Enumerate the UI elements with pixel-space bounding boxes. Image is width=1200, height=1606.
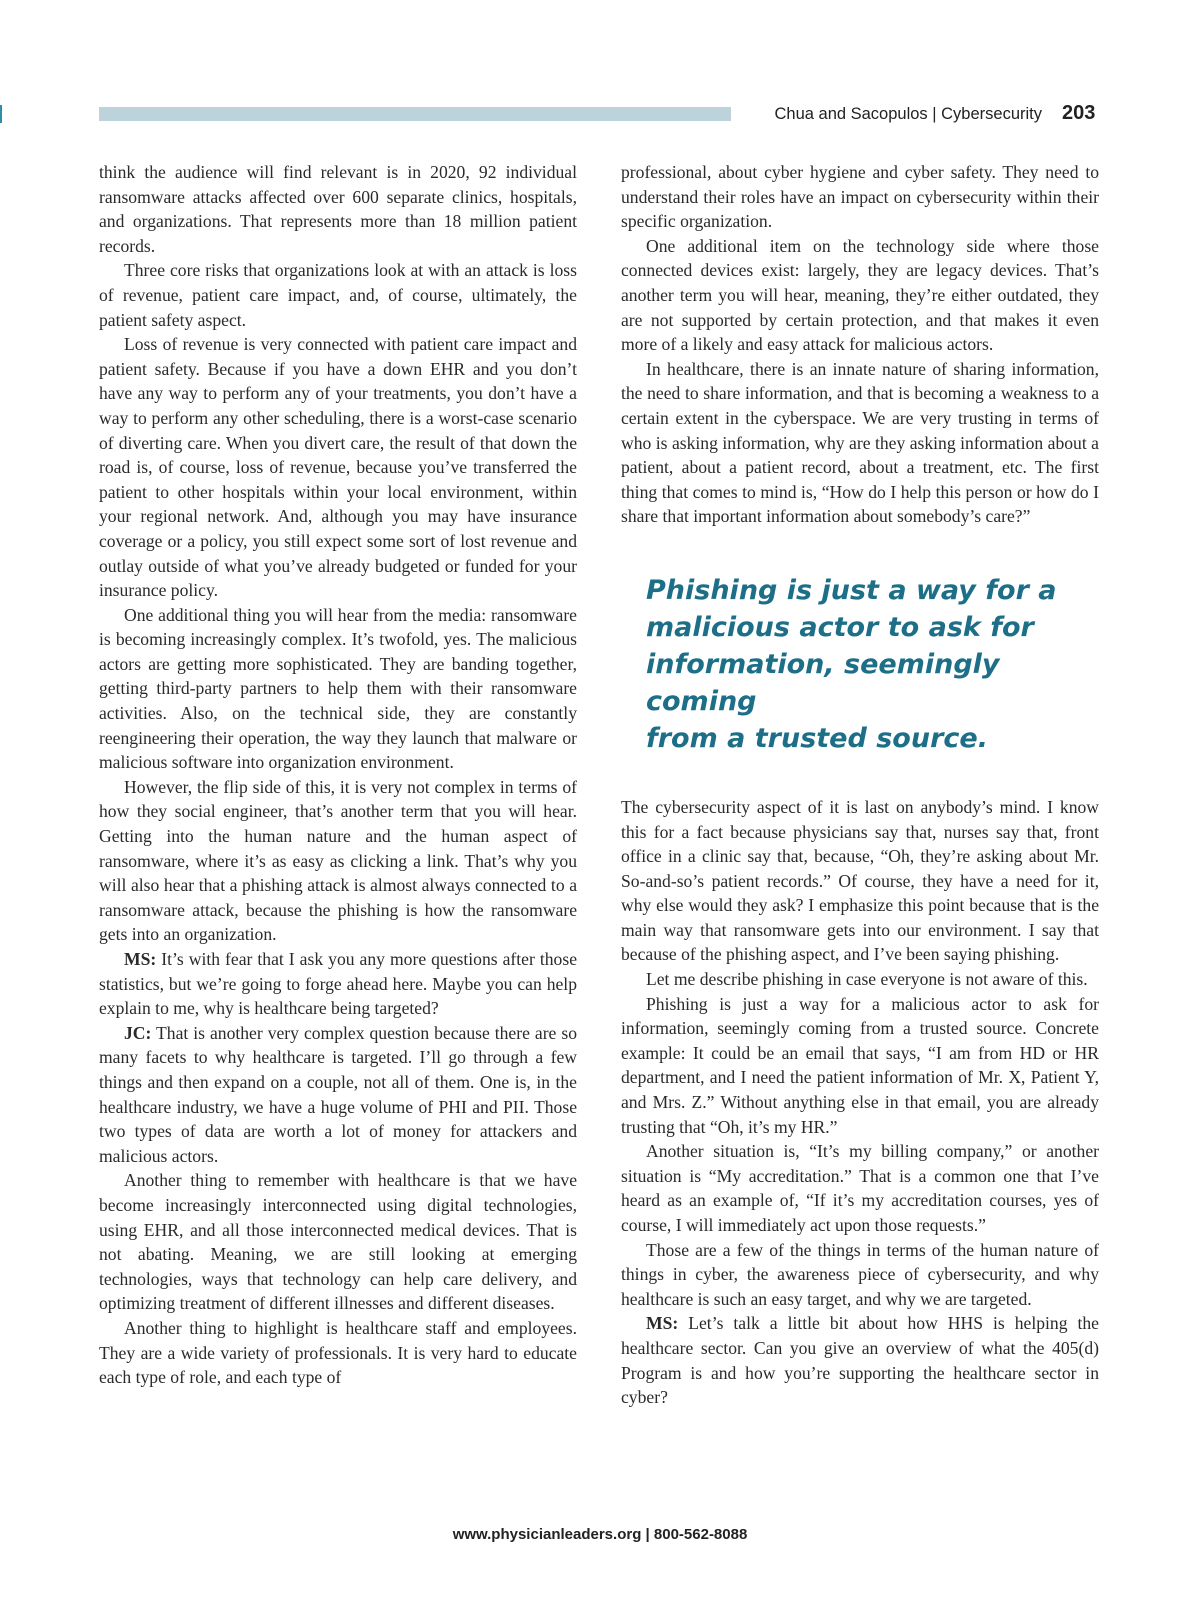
paragraph: Those are a few of the things in terms of the human nature of things in cyber, the awareness piece of cybersecurity, and why healthcare is such an easy target, and why we are targeted. bbox=[621, 1239, 1099, 1309]
paragraph-text: Let’s talk a little bit about how HHS is helping the healthcare sector. Can you give an overview of what the 405(d) Program is and how you’re supporting the healthcare sector in cyber? bbox=[621, 1313, 1099, 1408]
left-column bbox=[99, 160, 577, 1390]
pull-quote-line: information, seemingly coming bbox=[646, 648, 1000, 717]
paragraph: professional, about cyber hygiene and cyber safety. They need to understand their roles have an impact on cybersecurity within their specific organization. bbox=[621, 162, 1099, 232]
header-bar bbox=[99, 107, 731, 121]
paragraph bbox=[99, 1021, 577, 1169]
speaker-label: MS: bbox=[646, 1313, 679, 1334]
paragraph bbox=[99, 947, 577, 1021]
paragraph: Let me describe phishing in case everyone is not aware of this. bbox=[646, 969, 1088, 990]
paragraph: Three core risks that organizations look at with an attack is loss of revenue, patient care impact, and, of course, ultimately, the patient safety aspect. bbox=[99, 260, 577, 330]
paragraph-text: It’s with fear that I ask you any more questions after those statistics, but we’re going to forge ahead here. Maybe you can help explain to me, why is healthcare being targeted? bbox=[99, 949, 577, 1019]
paragraph: Another thing to highlight is healthcare staff and employees. They are a wide variety of professionals. It is very hard to educate each type of role, and each type of bbox=[99, 1317, 577, 1388]
footer: www.physicianleaders.org | 800-562-8088 bbox=[452, 1526, 748, 1543]
edge-mark bbox=[0, 105, 2, 123]
paragraph: The cybersecurity aspect of it is last on anybody’s mind. I know this for a fact because physicians say that, nurses say that, front office in a clinic say that, because, “Oh, they’re asking about Mr. So-and-so’s patient records.” Of course, they have a need for it, why else would they ask? I emphasize this point because that is the main way that ransomware gets into our environment. I say that because of the phishing aspect, and I’ve been saying phishing. bbox=[621, 796, 1099, 965]
paragraph: think the audience will find relevant is in 2020, 92 individual ransomware attacks affected over 600 separate clinics, hospitals, and organizations. That represents more than 18 million patient records. bbox=[99, 162, 577, 256]
page-number: 203 bbox=[1062, 102, 1096, 124]
paragraph: Another thing to remember with healthcare is that we have become increasingly interconnected using digital technologies, using EHR, and all those interconnected medical devices. That is not abating. Meaning, we are still looking at emerging technologies, ways that technology can help care delivery, and optimizing treatment of different illnesses and different diseases. bbox=[99, 1170, 577, 1314]
paragraph bbox=[621, 1311, 1099, 1409]
speaker-label: JC: bbox=[124, 1022, 152, 1043]
paragraph-text: That is another very complex question because there are so many facets to why healthcare is targeted. I’ll go through a few things and then expand on a couple, not all of them. One is, in the healthcare industry, we have a huge volume of PHI and PII. Those two types of data are worth a lot of money for attackers and malicious actors. bbox=[99, 1022, 577, 1166]
speaker-label: MS: bbox=[124, 949, 157, 969]
paragraph: One additional thing you will hear from the media: ransomware is becoming increasingly complex. It’s twofold, yes. The malicious actors are getting more sophisticated. They are banding together, getting third-party partners to help them with their ransomware activities. Also, on the technical side, they are constantly reengineering their operation, the way they launch that malware or malicious software into organization environment. bbox=[99, 604, 577, 773]
paragraph: Loss of revenue is very connected with patient care impact and patient safety. Because if you have a down EHR and you don’t have any way to perform any of your treatments, you don’t have a way to perform any other scheduling, there is a worst-case scenario of diverting care. When you divert care, the result of that down the road is, of course, loss of revenue, because you’ve transferred the patient to other hospitals within your local environment, within your regional network. And, although you may have insurance coverage or a policy, you still expect some sort of lost revenue and outlay outside of what you’ve already budgeted or funded for your insurance policy. bbox=[99, 334, 577, 601]
right-column bbox=[621, 160, 1099, 1410]
paragraph: In healthcare, there is an innate nature of sharing information, the need to share information, and that is becoming a weakness to a certain extent in the cyberspace. We are very trusting in terms of who is asking information, why are they asking information about a patient, about a patient record, about a treatment, etc. The first thing that comes to mind is, “How do I help this person or how do I share that important information about somebody’s care?” bbox=[621, 358, 1099, 527]
paragraph: One additional item on the technology side where those connected devices exist: largely, they are legacy devices. That’s another term you will hear, meaning, they’re either outdated, they are not supported by certain protection, and that makes it even more of a likely and easy attack for malicious actors. bbox=[621, 235, 1099, 355]
pull-quote-line: Phishing is just a way for a bbox=[646, 574, 1057, 606]
pull-quote-line: from a trusted source. bbox=[646, 722, 988, 754]
paragraph: However, the flip side of this, it is very not complex in terms of how they social engineer, that’s another term that you will hear. Getting into the human nature and the human aspect of ransomware, where it’s as easy as clicking a link. That’s why you will also hear that a phishing attack is almost always connected to a ransomware attack, because the phishing is how the ransomware gets into an organization. bbox=[99, 776, 577, 945]
pull-quote-line: malicious actor to ask for bbox=[646, 611, 1034, 643]
paragraph: Another situation is, “It’s my billing company,” or another situation is “My accreditation.” That is a common one that I’ve heard as an example of, “If it’s my accreditation courses, yes of course, I will immediately act upon those requests.” bbox=[621, 1141, 1099, 1235]
running-head: Chua and Sacopulos | Cybersecurity bbox=[774, 105, 1042, 123]
pull-quote bbox=[646, 572, 1099, 757]
paragraph: Phishing is just a way for a malicious actor to ask for information, seemingly coming from a trusted source. Concrete example: It could be an email that says, “I am from HD or HR department, and I need the patient information of Mr. X, Patient Y, and Mrs. Z.” Without anything else in that email, you are already trusting that “Oh, it’s my HR.” bbox=[621, 993, 1099, 1137]
